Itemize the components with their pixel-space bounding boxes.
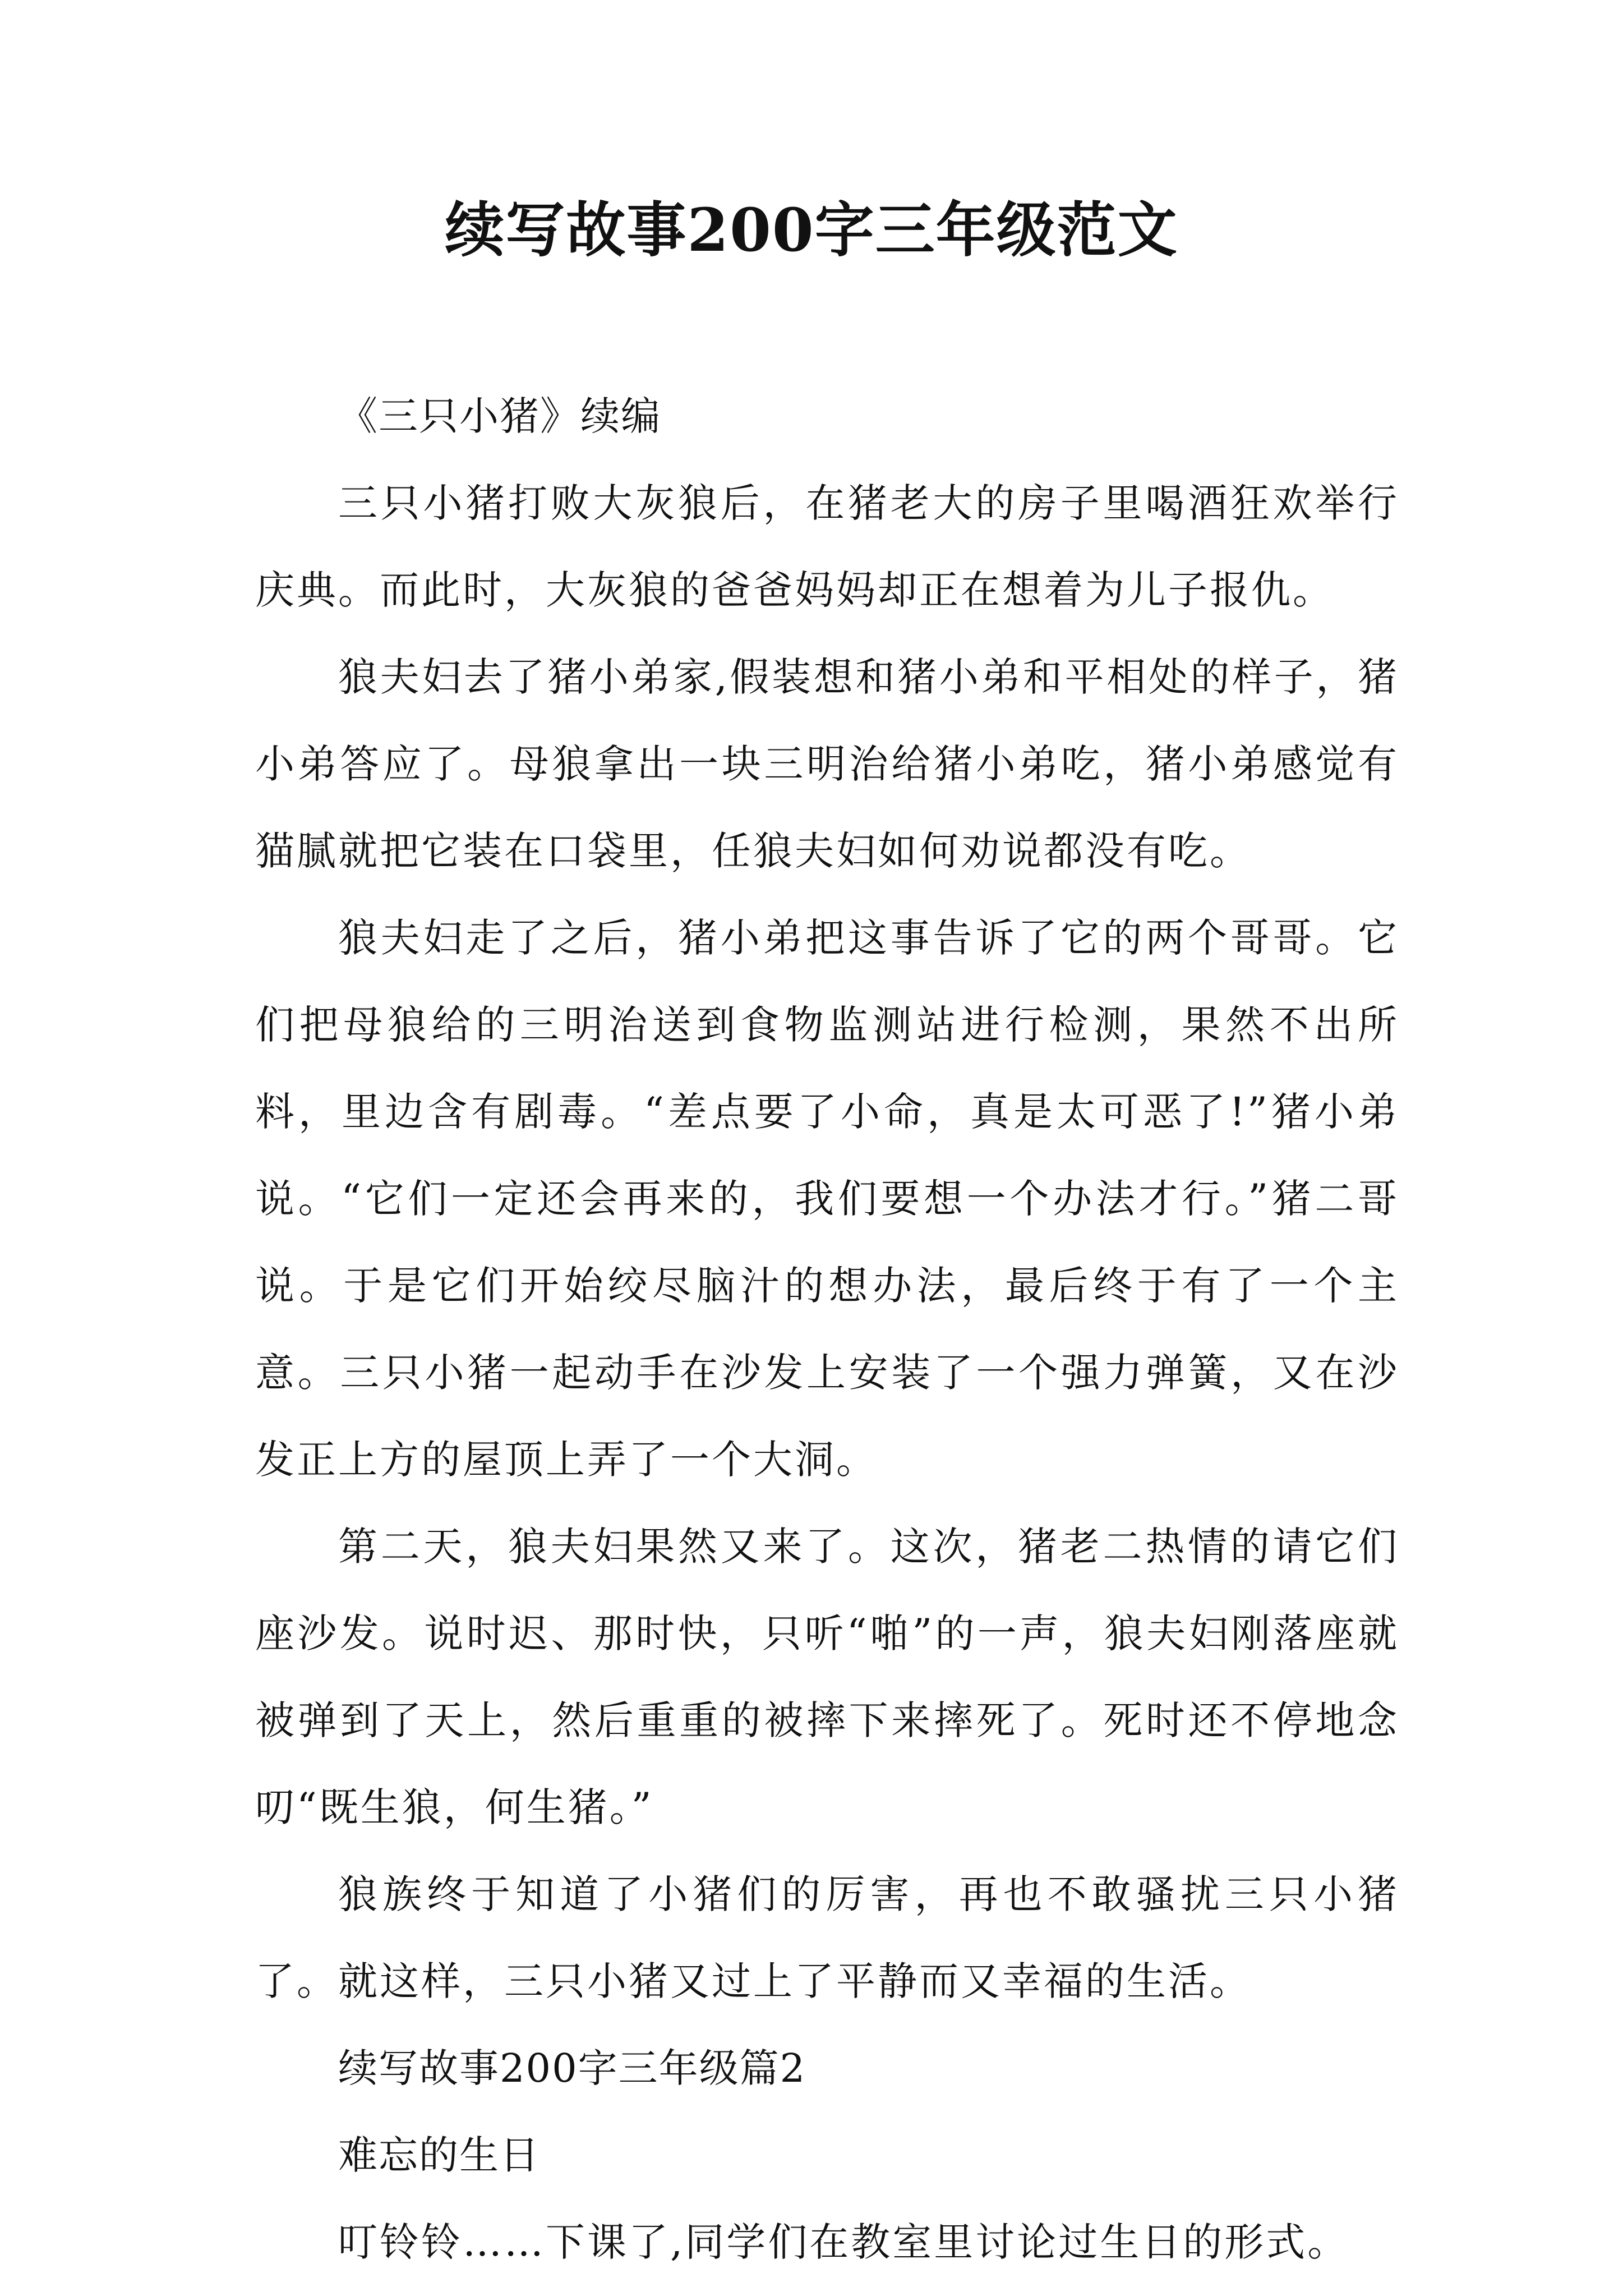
paragraph: 狼夫妇走了之后，猪小弟把这事告诉了它的两个哥哥。它们把母狼给的三明治送到食物监测站进行检测，果然不出所料，里边含有剧毒。“差点要了小命，真是太可恶了!”猪小弟说。“它们一定还会再来的，我们要想一个办法才行。”猪二哥说。于是它们开始绞尽脑汁的想办法，最后终于有了一个主意。三只小猪一起动手在沙发上安装了一个强力弹簧，又在沙发正上方的屋顶上弄了一个大洞。 [255, 915, 1399, 1483]
document-title: 续写故事200字三年级范文 [445, 195, 1178, 265]
paragraph: 第二天，狼夫妇果然又来了。这次，猪老二热情的请它们座沙发。说时迟、那时快，只听“啪”的一声，狼夫妇刚落座就被弹到了天上，然后重重的被摔下来摔死了。死时还不停地念叨“既生狼，何生猪。” [255, 1524, 1399, 1830]
paragraph: 三只小猪打败大灰狼后，在猪老大的房子里喝酒狂欢举行庆典。而此时，大灰狼的爸爸妈妈却正在想着为儿子报仇。 [255, 480, 1399, 613]
paragraph: 狼族终于知道了小猪们的厉害，再也不敢骚扰三只小猪了。就这样，三只小猪又过上了平静而又幸福的生活。 [255, 1871, 1399, 2004]
story-title: 难忘的生日 [338, 2132, 540, 2178]
paragraph: 叮铃铃……下课了,同学们在教室里讨论过生日的形式。 [338, 2219, 1349, 2265]
document-body [255, 373, 1399, 2286]
paragraph: 狼夫妇去了猪小弟家,假装想和猪小弟和平相处的样子，猪小弟答应了。母狼拿出一块三明治给猪小弟吃，猪小弟感觉有猫腻就把它装在口袋里，任狼夫妇如何劝说都没有吃。 [255, 654, 1399, 874]
story-title: 《三只小猪》续编 [338, 393, 661, 439]
section-heading: 续写故事200字三年级篇2 [338, 2045, 806, 2091]
